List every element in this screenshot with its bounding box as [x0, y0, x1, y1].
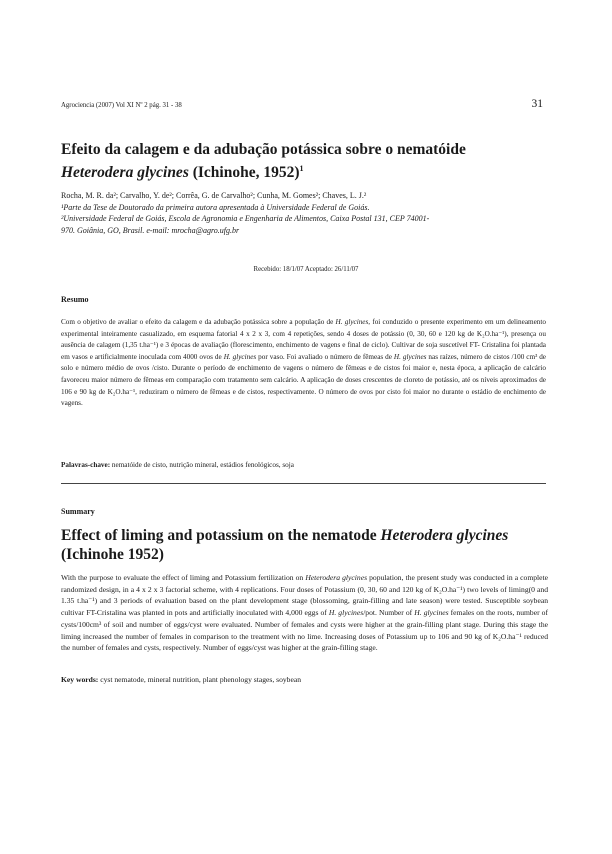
resumo-part-3: por vaso. Foi avaliado o número de fêmeas de	[256, 352, 394, 361]
keywords-pt	[61, 461, 546, 469]
journal-citation: Agrociencia (2007) Vol XI Nº 2 pág. 31 - 38	[61, 102, 182, 109]
summary-part-3: /pot. Number of	[363, 608, 415, 618]
summary-species-3: H. glycines	[414, 608, 449, 618]
affiliation-1: ¹Parte da Tese de Doutorado da primeira autora apresentada à Universidade Federal de Goiás.	[61, 202, 370, 212]
resumo-part-2: , foi conduzido o presente experimento em um delineamento experimental inteiramente casualizado, em esquema fatorial 4 x 2 x 3, com 4 repetições, sendo 4 doses de potássio (0, 30, 60 e 120 kg de K₂O.ha⁻¹), presença ou ausência de calagem (1,35 t.ha⁻¹) e 3 épocas de avaliação (florescimento, enchimento de vagens e final de ciclo). Cultivar de soja suscetível FT- Cristalina foi plantada em vasos e artificialmente inoculada com 4000 ovos de	[61, 318, 546, 361]
summary-part-4: females on the roots, number of cysts/100cm³ of soil and number of eggs/cyst were evaluated. Number of females and cysts were higher at the grain-filling plant stage. During this stage the liming increased the number of females in comparison to the treatment with no lime. Increasing doses of Potassium up to 106 and 90 kg of K₂O.ha⁻¹ reduced the number of females and cysts, respectively. Number of eggs/cyst was higher at the grain-filling stage.	[61, 608, 548, 653]
resumo-part-4: nas raízes, número de cistos /100 cm³ de solo e número médio de ovos /cisto. Durante o período de enchimento de vagens o número de fêmeas e de cistos foi maior e, nesta época, a aplicação de calcário favoreceu maior número de fêmeas em comparação com tratamento sem calcário. A aplicação de doses crescentes de cloreto de potássio, até os níveis aproximados de 106 e 90 kg de K₂O.ha⁻¹, reduziram o número de fêmeas e de cistos, respectivamente. O número de ovos por cisto foi maior no durante o estádio de enchimento de vagens.	[61, 352, 546, 408]
affiliation-2	[61, 213, 551, 236]
title-pt-species: Heterodera glycines	[61, 164, 189, 182]
summary-heading: Summary	[61, 507, 95, 516]
author-block	[61, 190, 551, 236]
resumo-species-2: H. glycines	[223, 352, 257, 361]
title-pt-authority: (Ichinohe, 1952)	[188, 164, 300, 182]
title-en-species: Heterodera glycines	[380, 527, 509, 544]
keywords-pt-label: Palavras-chave:	[61, 461, 111, 469]
received-dates: Recebido: 18/1/07 Aceptado: 26/11/07	[253, 266, 359, 273]
resumo-heading: Resumo	[61, 295, 89, 304]
running-header	[61, 98, 543, 110]
title-en-part-a: Effect of liming and potassium on the nematode	[61, 527, 381, 544]
summary-part-1: With the purpose to evaluate the effect of liming and Potassium fertilization on	[61, 573, 306, 582]
article-title-pt	[61, 140, 561, 182]
summary-text	[61, 572, 548, 654]
title-pt-line1: Efeito da calagem e da adubação potássica sobre o nematóide	[61, 141, 466, 158]
keywords-en-text: cyst nematode, mineral nutrition, plant phenology stages, soybean	[98, 675, 302, 684]
page-number: 31	[531, 98, 543, 110]
author-list: Rocha, M. R. da²; Carvalho, Y. de²; Corrêa, G. de Carvalho²; Cunha, M. Gomes²; Chaves, L. J.²	[61, 191, 367, 200]
resumo-text	[61, 317, 546, 410]
summary-species-2: H. glycines	[328, 608, 364, 618]
affiliation-2-line2: 970. Goiânia, GO, Brasil. e-mail: mrocha@agro.ufg.br	[61, 225, 240, 235]
resumo-part-1: Com o objetivo de avaliar o efeito da calagem e da adubação potássica sobre a população de	[61, 318, 336, 326]
resumo-species-1: H. glycines	[335, 318, 369, 326]
keywords-en-label: Key words:	[61, 675, 99, 684]
affiliation-2-line1: ²Universidade Federal de Goiás, Escola de Agronomia e Engenharia de Alimentos, Caixa Postal 131, CEP 74001-	[61, 214, 430, 223]
keywords-pt-text: nematóide de cisto, nutrição mineral, estádios fenológicos, soja	[110, 461, 294, 469]
summary-part-2: population, the present study was conducted in a complete randomized design, in a 4 x 2 x 3 factorial scheme, with 4 replications. Four doses of Potassium (0, 30, 60 and 120 kg of K₂O.ha⁻¹) two levels of liming(0 and 1.35 t.ha⁻¹) and 3 periods of evaluation based on the plant development stage (blossoming, grain-filling and late season) were tested. Susceptible soybean cultivar FT-Cristalina was planted in pots and artificially inoculated with 4,000 eggs of	[61, 573, 548, 618]
title-en-part-b: (Ichinohe 1952)	[61, 546, 164, 563]
keywords-en	[61, 675, 546, 684]
section-divider	[61, 483, 546, 484]
resumo-species-3: H. glycines	[393, 352, 427, 361]
title-footnote-mark: 1	[299, 164, 304, 173]
article-title-en	[61, 526, 551, 564]
summary-species-1: Heterodera glycines	[305, 573, 368, 582]
